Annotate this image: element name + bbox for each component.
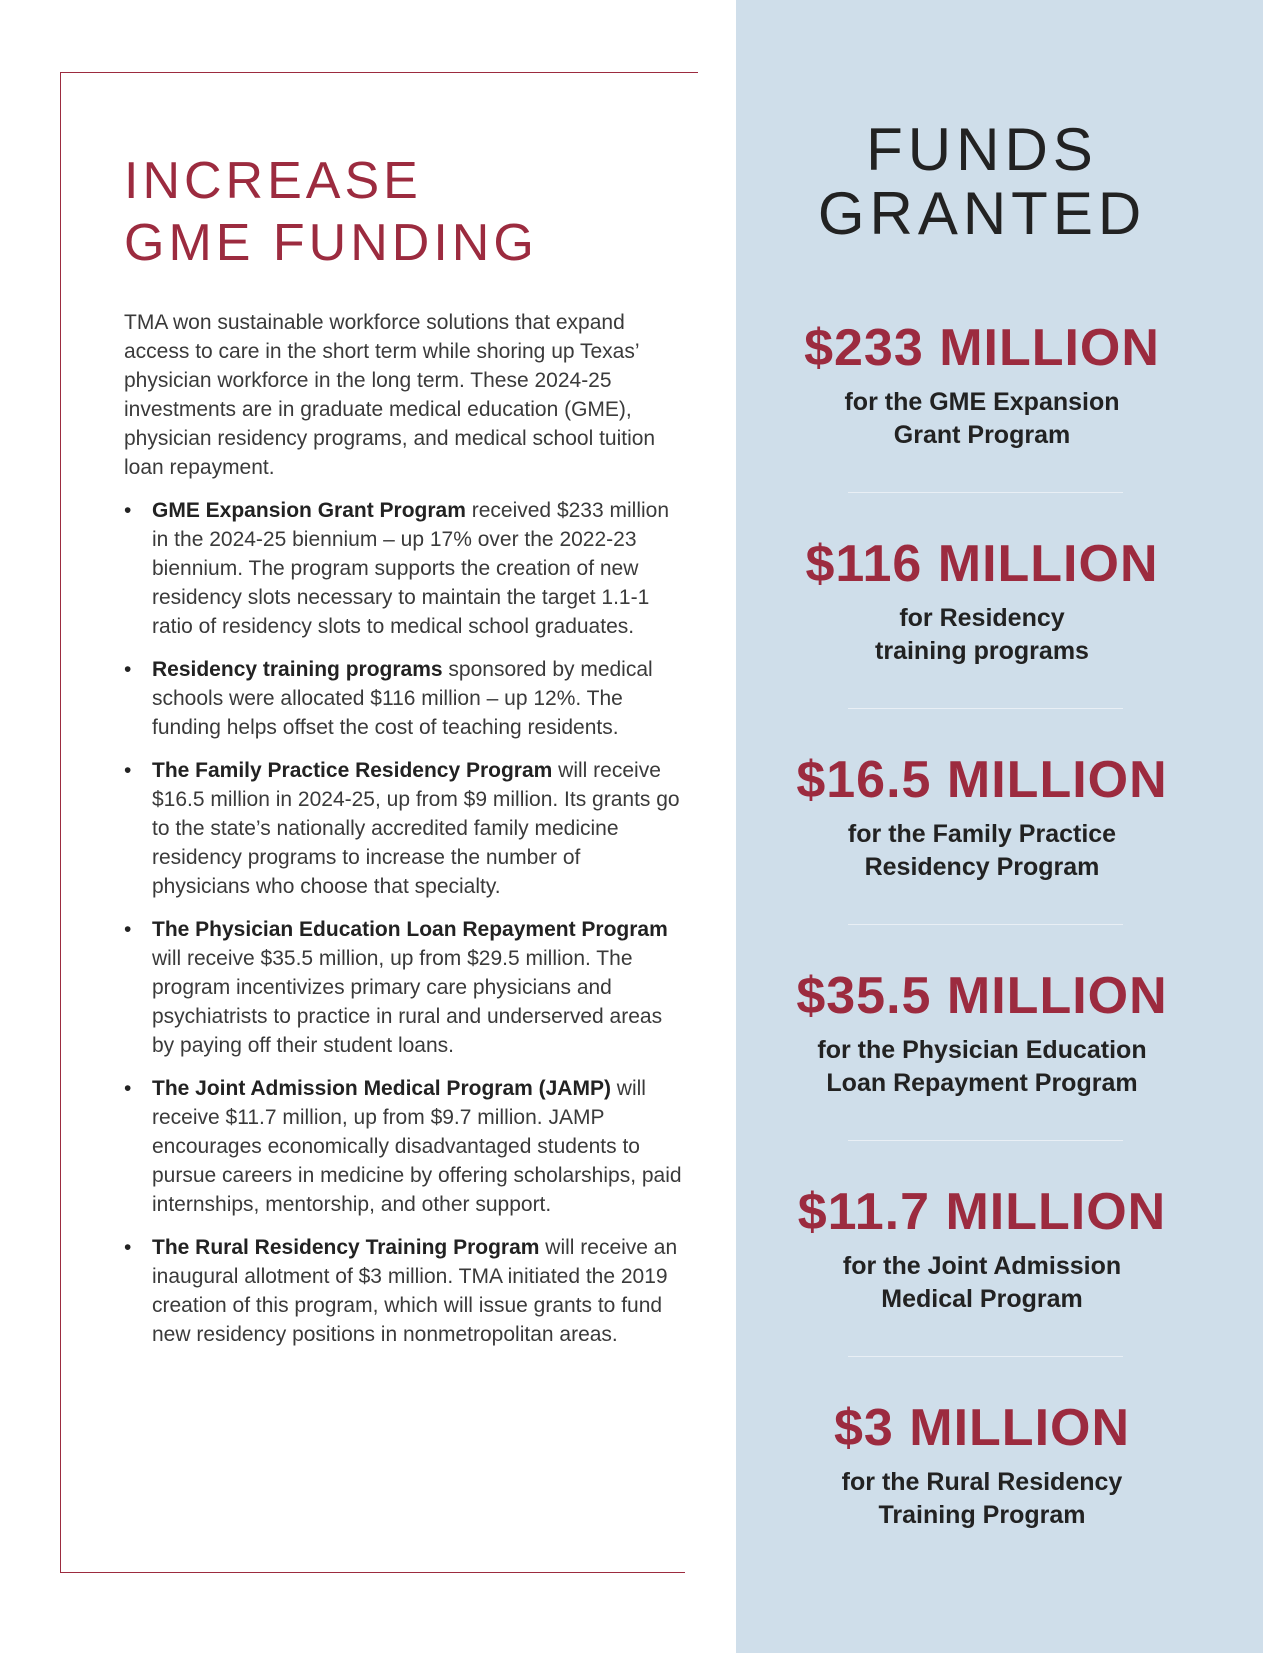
left-column: [124, 150, 684, 1363]
bullet-title: GME Expansion Grant Program: [152, 499, 466, 522]
fund-description-line: training programs: [875, 637, 1089, 665]
bullet-title: The Rural Residency Training Program: [152, 1236, 540, 1259]
fund-description-line: for the Physician Education: [817, 1036, 1147, 1064]
fund-divider: [848, 1140, 1123, 1141]
funds-title-line-2: GRANTED: [817, 180, 1147, 247]
fund-description-line: for the GME Expansion: [844, 388, 1120, 416]
fund-residency-training: [736, 534, 1228, 668]
fund-amount: $35.5 MILLION: [796, 967, 1168, 1025]
fund-loan-repayment: [736, 966, 1228, 1100]
fund-amount: $11.7 MILLION: [797, 1183, 1167, 1241]
fund-divider: [848, 1356, 1123, 1357]
intro-paragraph: TMA won sustainable workforce solutions that expand access to care in the short term while shoring up Texas’ physician workforce in the long term. These 2024-25 investments are in graduate medical education (GME), physician residency programs, and medical school tuition loan repayment.: [124, 311, 656, 479]
frame-bottom-rule: [60, 1572, 685, 1573]
page-title-line-2: GME FUNDING: [124, 214, 538, 272]
bullet-icon: •: [124, 1077, 132, 1100]
fund-divider: [848, 924, 1123, 925]
bullet-loan-repayment: [124, 915, 684, 1060]
bullet-text: received $233 million in the 2024-25 biennium – up 17% over the 2022-23 biennium. The program supports the creation of new residency slots necessary to maintain the target 1.1-1 ratio of residency slots to medical school graduates.: [152, 499, 670, 638]
fund-rural-residency: [736, 1398, 1228, 1532]
fund-gme-expansion: [736, 318, 1228, 452]
bullet-family-practice: [124, 756, 684, 901]
fund-description-line: Medical Program: [881, 1285, 1083, 1313]
bullet-text: will receive $11.7 million, up from $9.7 million. JAMP encourages economically disadvantaged students to pursue careers in medicine by offering scholarships, paid internships, mentorship, and other support.: [152, 1077, 682, 1216]
bullet-title: The Physician Education Loan Repayment Program: [152, 918, 668, 941]
bullet-icon: •: [124, 1236, 132, 1259]
bullet-icon: •: [124, 918, 132, 941]
bullet-title: Residency training programs: [152, 658, 443, 681]
fund-description-line: for the Joint Admission: [842, 1252, 1122, 1280]
bullet-residency-training: [124, 655, 684, 742]
page-title-line-1: INCREASE: [124, 152, 422, 210]
fund-description-line: Residency Program: [864, 853, 1100, 881]
funding-bullet-list: [124, 496, 684, 1349]
funds-granted-panel: [736, 0, 1263, 1653]
fund-description-line: Training Program: [878, 1501, 1086, 1529]
fund-description: [736, 1034, 1228, 1100]
fund-amount: $116 MILLION: [805, 535, 1159, 593]
fund-description: [736, 818, 1228, 884]
bullet-text: will receive $35.5 million, up from $29.5 million. The program incentivizes primary care physicians and psychiatrists to practice in rural and underserved areas by paying off their student loans.: [152, 947, 663, 1057]
fund-description: [736, 602, 1228, 668]
fund-description: [736, 1250, 1228, 1316]
funds-granted-title: [736, 118, 1228, 246]
bullet-gme-expansion: [124, 496, 684, 641]
funds-title-line-1: FUNDS: [866, 116, 1098, 183]
bullet-icon: •: [124, 499, 132, 522]
bullet-icon: •: [124, 658, 132, 681]
fund-description-line: Grant Program: [893, 421, 1071, 449]
bullet-text: will receive $16.5 million in 2024-25, up from $9 million. Its grants go to the state’s nationally accredited family medicine residency programs to increase the number of physicians who choose that specialty.: [152, 759, 680, 898]
fund-description: [736, 1466, 1228, 1532]
bullet-title: The Joint Admission Medical Program (JAMP): [152, 1077, 611, 1100]
fund-family-practice: [736, 750, 1228, 884]
bullet-rural-residency: [124, 1233, 684, 1349]
fund-description-line: for Residency: [899, 604, 1065, 632]
fund-amount: $3 MILLION: [833, 1399, 1131, 1457]
bullet-text: will receive an inaugural allotment of $3 million. TMA initiated the 2019 creation of this program, which will issue grants to fund new residency positions in nonmetropolitan areas.: [152, 1236, 678, 1346]
frame-top-rule: [60, 72, 698, 73]
fund-amount: $233 MILLION: [804, 319, 1160, 377]
fund-amount: $16.5 MILLION: [796, 751, 1168, 809]
bullet-title: The Family Practice Residency Program: [152, 759, 553, 782]
bullet-icon: •: [124, 759, 132, 782]
frame-left-rule: [60, 72, 61, 1572]
page-title: [124, 150, 684, 274]
fund-description-line: for the Family Practice: [847, 820, 1117, 848]
fund-description-line: for the Rural Residency: [841, 1468, 1123, 1496]
fund-description-line: Loan Repayment Program: [826, 1069, 1138, 1097]
fund-divider: [848, 708, 1123, 709]
fund-description: [736, 386, 1228, 452]
fund-divider: [848, 492, 1123, 493]
fund-jamp: [736, 1182, 1228, 1316]
bullet-jamp: [124, 1074, 684, 1219]
bullet-text: sponsored by medical schools were allocated $116 million – up 12%. The funding helps offset the cost of teaching residents.: [152, 658, 653, 739]
